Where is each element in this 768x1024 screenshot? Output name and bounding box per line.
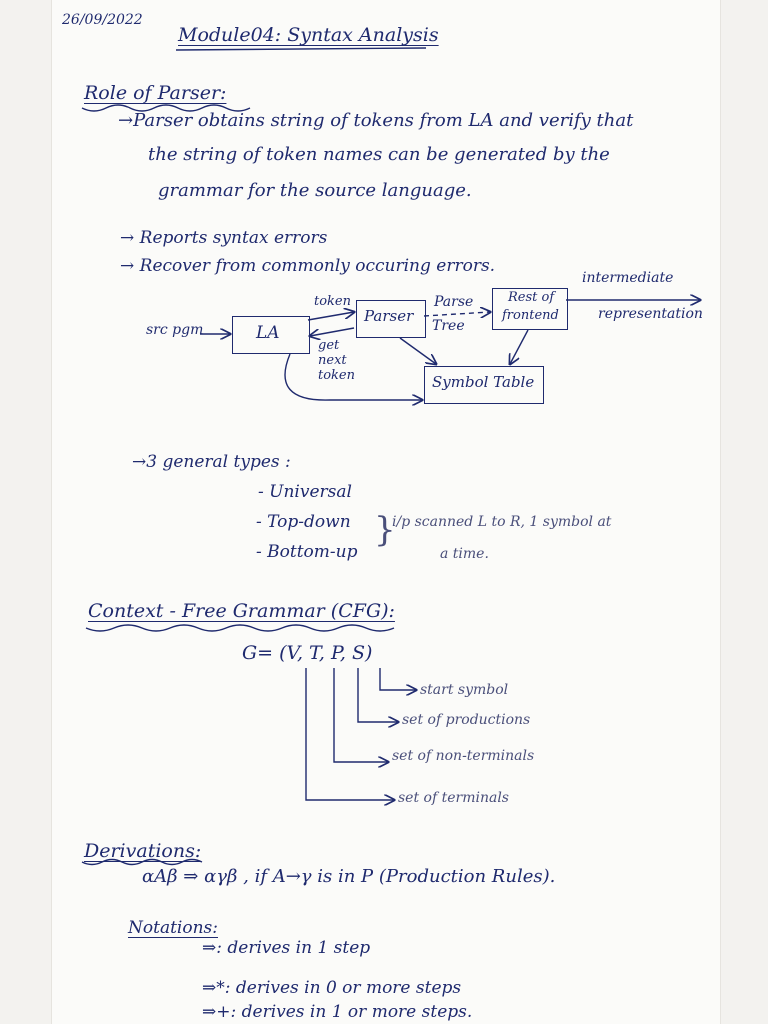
brace-glyph: } [374, 510, 396, 550]
cfg-formula: G= (V, T, P, S) [242, 642, 373, 664]
cfg-heading: Context - Free Grammar (CFG): [88, 600, 395, 622]
cfg-non-terminals-label: set of non-terminals [392, 748, 535, 764]
type-universal: - Universal [258, 482, 352, 502]
point-2: → Reports syntax errors [120, 228, 328, 248]
representation-label: representation [598, 306, 703, 322]
symbol-table-label: Symbol Table [432, 373, 535, 391]
rest-of-frontend-label-2: frontend [502, 308, 559, 323]
point-1-line-3: grammar for the source language. [158, 180, 472, 201]
type-bottom-up: - Bottom-up [256, 542, 358, 562]
notation-3: ⇒+: derives in 1 or more steps. [202, 1002, 473, 1022]
cfg-start-symbol-label: start symbol [420, 682, 509, 698]
role-of-parser-heading: Role of Parser: [84, 82, 227, 104]
parser-box-label: Parser [364, 307, 414, 325]
parse-label: Parse [434, 294, 474, 310]
cfg-productions-label: set of productions [402, 712, 531, 728]
notation-2: ⇒*: derives in 0 or more steps [202, 978, 462, 998]
la-box-label: LA [256, 323, 280, 343]
get-next-token-label-3: token [318, 368, 355, 383]
date-label: 26/09/2022 [62, 12, 143, 28]
type-top-down: - Top-down [256, 512, 351, 532]
types-note-line-1: i/p scanned L to R, 1 symbol at [392, 514, 612, 530]
types-heading: →3 general types : [132, 452, 291, 472]
token-label: token [314, 294, 351, 309]
rest-of-frontend-label-1: Rest of [508, 290, 555, 305]
cfg-terminals-label: set of terminals [398, 790, 509, 806]
types-note-line-2: a time. [440, 546, 489, 562]
derivations-heading: Derivations: [84, 840, 202, 862]
point-1-line-2: the string of token names can be generated by the [148, 144, 610, 165]
get-next-token-label-2: next [318, 353, 347, 368]
tree-label: Tree [432, 318, 465, 334]
intermediate-label: intermediate [582, 270, 674, 286]
src-pgm-label: src pgm [146, 322, 204, 338]
point-1-line-1: →Parser obtains string of tokens from LA and verify that [118, 110, 634, 131]
derivation-rule: αAβ ⇒ αγβ , if A→γ is in P (Production Rules). [142, 866, 556, 887]
point-3: → Recover from commonly occuring errors. [120, 256, 496, 276]
notations-heading: Notations: [128, 918, 218, 938]
page-title: Module04: Syntax Analysis [178, 24, 439, 46]
get-next-token-label-1: get [318, 338, 340, 353]
notation-1: ⇒: derives in 1 step [202, 938, 371, 958]
